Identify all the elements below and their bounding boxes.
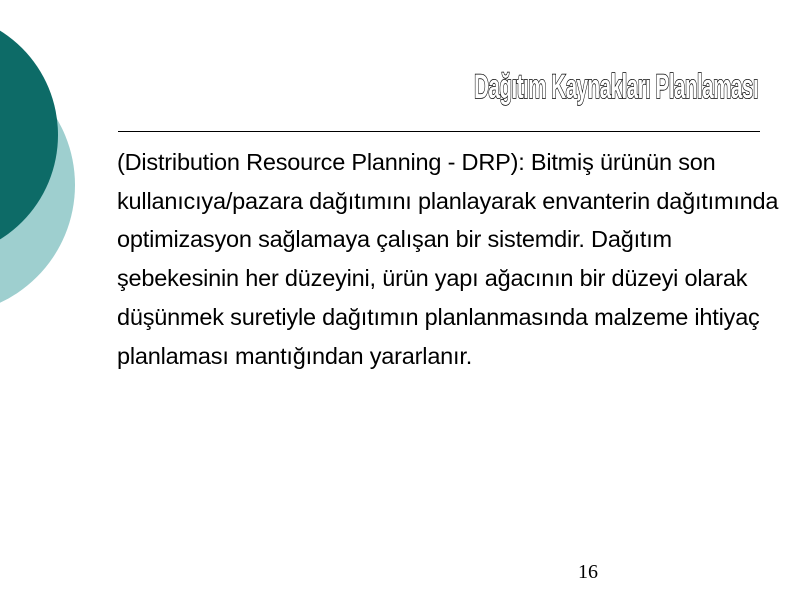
slide-title-text: Dağıtım Kaynakları Planlaması (474, 68, 758, 106)
slide-body-text: (Distribution Resource Planning - DRP): Bitmiş ürünün son kullanıcıya/pazara dağıtımını planlayarak envanterin dağıtımında optimizasyon sağlamaya çalışan bir sistemdir. Dağıtım şebekesinin her düzeyini, ürün yapı ağacının bir düzeyi olarak düşünmek suretiyle dağıtımın planlanmasında malzeme ihtiyaç planlaması mantığından yararlanır. (117, 149, 779, 369)
title-divider (118, 131, 760, 132)
slide-title (470, 58, 760, 128)
page-number: 16 (578, 561, 598, 583)
